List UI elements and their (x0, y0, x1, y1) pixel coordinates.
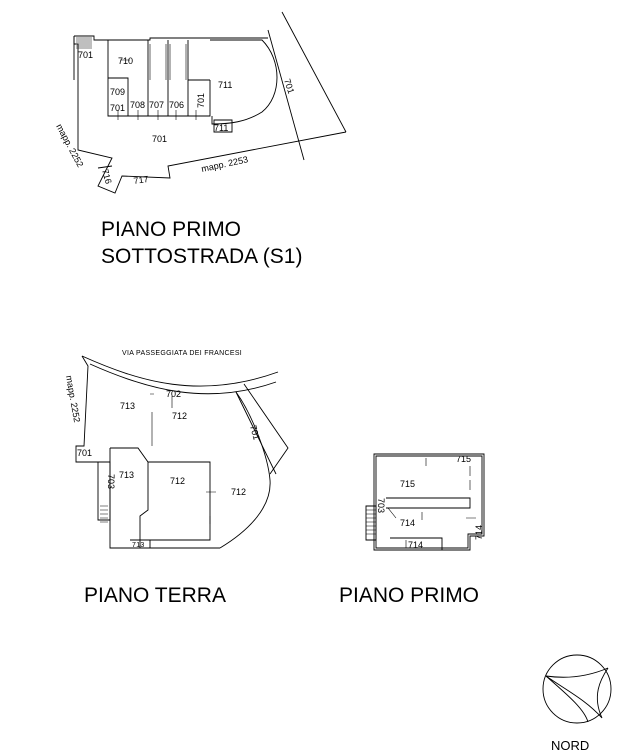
label-710: 710 (118, 56, 134, 66)
label-712: 712 (172, 411, 188, 421)
label-mapp-2252-terra: mapp. 2252 (64, 374, 83, 424)
label-713-b: 713 (119, 470, 135, 480)
label-701-terra-b: 701 (77, 448, 93, 458)
title-terra: PIANO TERRA (84, 584, 226, 607)
plan-primo (339, 454, 484, 607)
title-primo: PIANO PRIMO (339, 584, 480, 607)
label-711-b: 711 (214, 123, 229, 133)
title-s1-line2: SOTTOSTRADA (S1) (101, 245, 303, 268)
label-712-c: 712 (231, 487, 247, 497)
compass-label: NORD (551, 738, 590, 753)
label-701-s1-e: 701 (152, 134, 168, 144)
title-s1-line1: PIANO PRIMO (101, 218, 242, 241)
label-709: 709 (110, 87, 126, 97)
label-713-c: 713 (132, 542, 145, 549)
label-715-b: 715 (400, 479, 416, 489)
label-703-primo: 703 (376, 498, 386, 514)
label-mapp-2253: mapp. 2253 (200, 154, 249, 174)
label-715: 715 (456, 454, 472, 464)
label-707: 707 (149, 100, 165, 110)
label-701-s1-b: 701 (110, 103, 126, 113)
label-701-s1-d: 701 (282, 77, 297, 95)
label-716: 716 (100, 167, 114, 186)
label-714-c: 714 (408, 540, 424, 550)
label-703: 703 (106, 474, 116, 490)
label-714: 714 (400, 518, 416, 528)
label-711: 711 (218, 80, 233, 90)
label-701-s1: 701 (78, 50, 94, 60)
label-mapp-2252-s1: mapp. 2252 (54, 122, 86, 169)
plan-s1 (54, 12, 346, 268)
label-708: 708 (130, 100, 146, 110)
label-701-terra: 701 (248, 423, 262, 442)
plan-terra (64, 350, 288, 607)
label-714-b: 714 (474, 524, 484, 540)
north-compass (543, 655, 611, 753)
label-717: 717 (132, 173, 150, 186)
label-702: 702 (166, 389, 182, 399)
label-713: 713 (120, 401, 136, 411)
label-712-b: 712 (170, 476, 186, 486)
street-name: VIA PASSEGGIATA DEI FRANCESI (122, 350, 243, 357)
label-706: 706 (169, 100, 185, 110)
label-701-s1-c: 701 (196, 92, 206, 108)
